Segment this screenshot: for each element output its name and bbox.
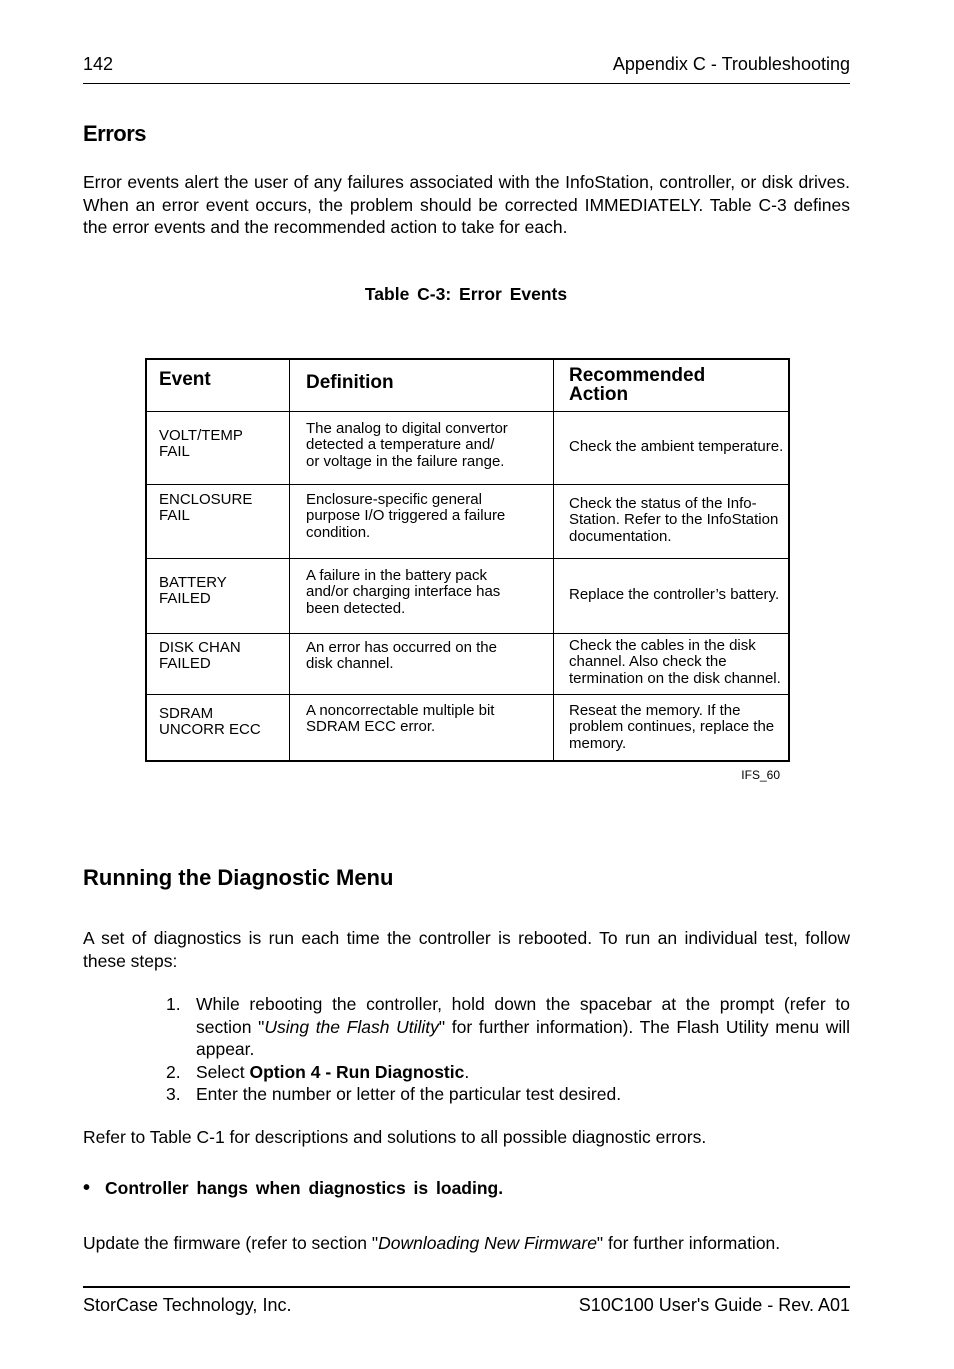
update-text: Update the firmware (refer to section "	[83, 1233, 379, 1253]
table-caption: Table C-3: Error Events	[364, 284, 568, 304]
step-text: Enter the number or letter of the particular test desired.	[196, 1084, 622, 1104]
definition-cell	[290, 633, 554, 694]
table-row	[146, 633, 789, 694]
figure-id: IFS_60	[741, 768, 780, 782]
step-italic-ref: Using the Flash Utility	[264, 1016, 439, 1037]
definition-line: or voltage in the failure range.	[306, 452, 505, 470]
list-item	[166, 993, 850, 1061]
event-line: BATTERY	[159, 573, 227, 591]
action-line: Check the status of the Info-	[569, 494, 757, 512]
bullet-heading	[83, 1177, 503, 1200]
event-cell	[146, 694, 290, 761]
footer-rule	[83, 1286, 850, 1288]
step-number: 1.	[166, 994, 181, 1014]
step-text: While rebooting the controller, hold down the spacebar at the prompt (refer to section "	[196, 994, 850, 1037]
event-cell	[146, 484, 290, 558]
list-item	[166, 1061, 850, 1084]
action-cell	[554, 484, 790, 558]
event-line: FAIL	[159, 507, 190, 524]
table-row	[146, 694, 789, 761]
action-line: Check the cables in the disk	[569, 636, 756, 654]
bullet-text: Controller hangs when diagnostics is loading.	[105, 1178, 504, 1198]
event-line: ENCLOSURE	[159, 490, 253, 508]
definition-line: detected a temperature and/	[306, 436, 495, 453]
event-cell	[146, 558, 290, 633]
definition-line: Enclosure-specific general	[306, 490, 482, 508]
definition-line: The analog to digital convertor	[306, 419, 508, 437]
action-line: termination on the disk channel.	[569, 669, 781, 687]
definition-line: A noncorrectable multiple bit	[306, 701, 495, 719]
event-line: FAIL	[159, 443, 190, 460]
diagnostic-heading: Running the Diagnostic Menu	[83, 865, 394, 890]
definition-line: and/or charging interface has	[306, 583, 501, 600]
update-text: " for further information.	[596, 1233, 781, 1253]
action-line: Replace the controller’s battery.	[569, 586, 780, 604]
refer-paragraph: Refer to Table C-1 for descriptions and solutions to all possible diagnostic errors.	[83, 1127, 707, 1147]
header-action	[554, 359, 790, 411]
event-line: VOLT/TEMP	[159, 426, 243, 444]
definition-line: purpose I/O triggered a failure	[306, 507, 506, 524]
action-line: documentation.	[569, 527, 672, 545]
event-line: SDRAM	[159, 704, 214, 722]
error-events-table	[145, 358, 790, 762]
step-number: 2.	[166, 1061, 181, 1082]
definition-cell	[290, 558, 554, 633]
definition-cell	[290, 411, 554, 484]
errors-intro: Error events alert the user of any failures associated with the InfoStation, controller, or disk drives. When an error event occurs, the problem should be corrected IMMEDIATELY. Table C-3 defines the error events and the recommended action to take for each.	[83, 172, 850, 237]
action-line: problem continues, replace the	[569, 718, 775, 735]
action-cell	[554, 411, 790, 484]
action-cell	[554, 694, 790, 761]
step-text: .	[464, 1061, 470, 1082]
action-cell	[554, 558, 790, 633]
table-row	[146, 411, 789, 484]
event-cell	[146, 411, 290, 484]
step-bold-option: Option 4 - Run Diagnostic	[249, 1061, 465, 1082]
action-line: Check the ambient temperature.	[569, 438, 784, 456]
definition-cell	[290, 694, 554, 761]
definition-line: disk channel.	[306, 655, 394, 672]
update-paragraph	[83, 1232, 850, 1255]
footer-company: StorCase Technology, Inc.	[83, 1295, 292, 1315]
running-header: Appendix C - Troubleshooting	[612, 54, 850, 74]
action-cell	[554, 633, 790, 694]
header-rule	[83, 83, 850, 84]
table-row	[146, 558, 789, 633]
header-action-line1: Recommended	[569, 365, 706, 386]
definition-line: A failure in the battery pack	[306, 566, 487, 584]
step-text: Select	[196, 1061, 250, 1082]
list-item	[166, 1083, 850, 1106]
definition-line: SDRAM ECC error.	[306, 718, 436, 735]
footer-guide: S10C100 User's Guide - Rev. A01	[578, 1295, 850, 1315]
event-cell	[146, 633, 290, 694]
errors-heading: Errors	[83, 121, 147, 146]
header-definition: Definition	[290, 359, 554, 411]
update-italic-ref: Downloading New Firmware	[378, 1233, 597, 1253]
event-line: FAILED	[159, 590, 211, 607]
table-header-row	[146, 359, 789, 411]
definition-line: been detected.	[306, 599, 406, 617]
step-text: " for further information). The Flash Utility menu will appear.	[196, 1016, 850, 1059]
page-number: 142	[83, 54, 114, 74]
table-row	[146, 484, 789, 558]
action-line: channel. Also check the	[569, 653, 727, 670]
diagnostic-intro: A set of diagnostics is run each time the controller is rebooted. To run an individual test, follow these steps:	[83, 928, 850, 971]
event-line: UNCORR ECC	[159, 721, 261, 738]
event-line: DISK CHAN	[159, 638, 241, 656]
definition-cell	[290, 484, 554, 558]
action-line: memory.	[569, 734, 627, 752]
step-number: 3.	[166, 1084, 181, 1104]
steps-list	[166, 993, 850, 1106]
bullet-icon: •	[83, 1177, 91, 1199]
event-line: FAILED	[159, 655, 211, 672]
action-line: Reseat the memory. If the	[569, 701, 741, 719]
definition-line: condition.	[306, 523, 371, 541]
header-action-line2: Action	[569, 384, 629, 405]
header-event: Event	[146, 359, 290, 411]
action-line: Station. Refer to the InfoStation	[569, 511, 779, 528]
definition-line: An error has occurred on the	[306, 638, 497, 656]
